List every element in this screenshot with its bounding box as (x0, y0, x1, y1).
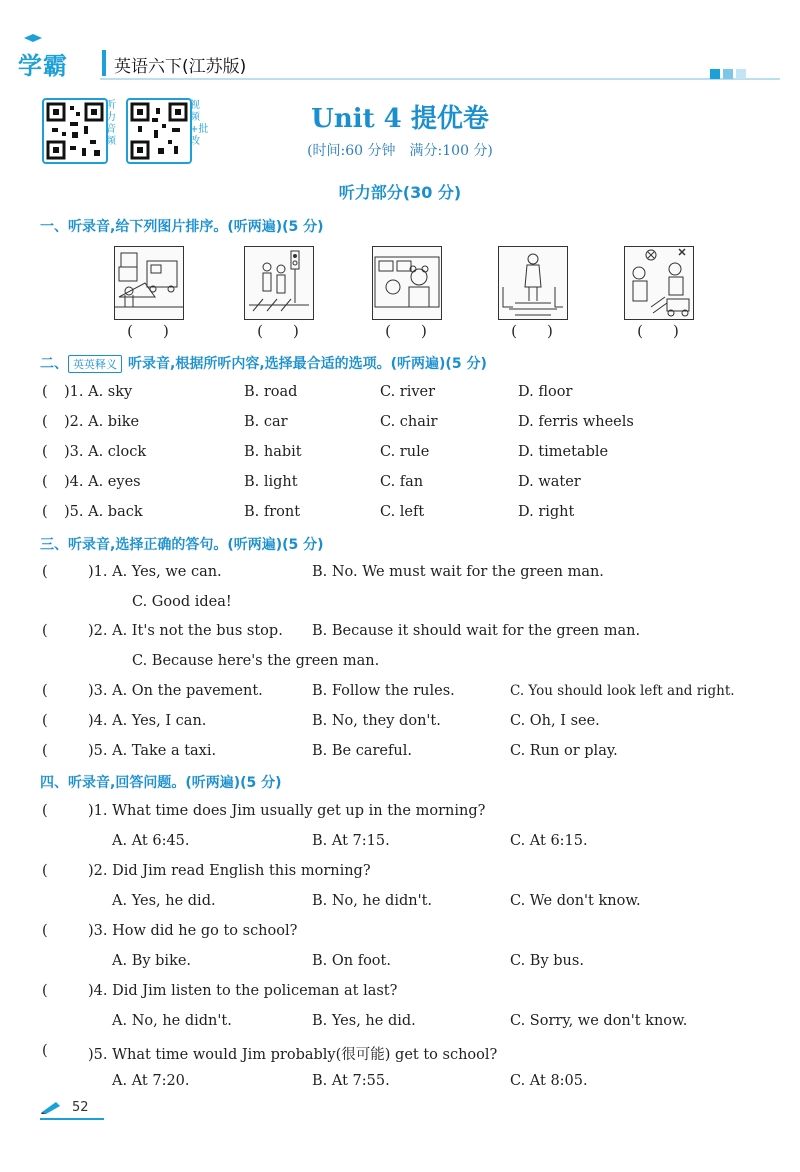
answer-blank[interactable]: ( (42, 743, 48, 759)
answer-blank[interactable]: ( (42, 623, 48, 639)
question-3-4-option-c: C. Oh, I see. (510, 713, 600, 729)
question-4-3-text: )3. How did he go to school? (88, 923, 298, 939)
question-4-1-option-b: B. At 7:15. (312, 833, 390, 849)
brand-header (18, 46, 298, 86)
header-rule (100, 78, 780, 80)
answer-blank[interactable]: ( (42, 474, 48, 490)
question-2-2-option-c: C. chair (380, 414, 438, 430)
question-3-4-option-a: )4. A. Yes, I can. (88, 713, 207, 729)
qr-audio-label: 听力音频 (106, 100, 116, 147)
answer-blank-4[interactable]: ( ) (511, 322, 553, 340)
question-4-4-option-b: B. Yes, he did. (312, 1013, 416, 1029)
street-traffic-image (115, 247, 183, 319)
answer-blank[interactable]: ( (42, 713, 48, 729)
answer-blank-5[interactable]: ( ) (637, 322, 679, 340)
brand-divider (102, 50, 106, 76)
graduation-cap-icon (24, 34, 42, 44)
answer-blank[interactable]: ( (42, 803, 48, 819)
answer-blank[interactable]: ( (42, 683, 48, 699)
question-4-5-option-a: A. At 7:20. (112, 1073, 190, 1089)
question-4-1-text: )1. What time does Jim usually get up in the morning? (88, 803, 486, 819)
question-4-5-option-b: B. At 7:55. (312, 1073, 390, 1089)
question-2-2-option-d: D. ferris wheels (518, 414, 634, 430)
question-4-1-option-c: C. At 6:15. (510, 833, 588, 849)
qr-video-label: 视频+批改 (190, 100, 209, 147)
page-number: 52 (72, 1100, 89, 1115)
section-3-title: 三、听录音,选择正确的答句。(听两遍)(5 分) (40, 537, 324, 553)
question-4-2-text: )2. Did Jim read English this morning? (88, 863, 371, 879)
question-2-3-option-b: B. habit (244, 444, 302, 460)
answer-blank-1[interactable]: ( ) (127, 322, 169, 340)
question-2-5-option-a: )5. A. back (64, 504, 143, 520)
definition-tag: 英英释义 (68, 355, 122, 373)
answer-blank[interactable]: ( (42, 1043, 48, 1059)
crossing-people-image (245, 247, 313, 319)
question-4-2-option-a: A. Yes, he did. (112, 893, 216, 909)
question-4-3-option-b: B. On foot. (312, 953, 391, 969)
question-2-3-option-d: D. timetable (518, 444, 609, 460)
question-2-3-option-c: C. rule (380, 444, 430, 460)
question-3-1-option-b: B. No. We must wait for the green man. (312, 564, 604, 580)
picture-4 (498, 246, 568, 320)
question-2-2-option-b: B. car (244, 414, 288, 430)
question-2-5-option-c: C. left (380, 504, 425, 520)
answer-blank[interactable]: ( (42, 444, 48, 460)
answer-blank[interactable]: ( (42, 863, 48, 879)
question-2-1-option-a: )1. A. sky (64, 384, 133, 400)
question-4-4-option-a: A. No, he didn't. (112, 1013, 232, 1029)
brand-name: 学霸 (18, 52, 68, 80)
question-3-5-option-b: B. Be careful. (312, 743, 412, 759)
question-3-1-option-a: )1. A. Yes, we can. (88, 564, 222, 580)
question-2-3-option-a: )3. A. clock (64, 444, 147, 460)
page-title: Unit 4 提优卷 (311, 104, 489, 134)
brand-logo (18, 46, 68, 81)
picture-3 (372, 246, 442, 320)
picture-2 (244, 246, 314, 320)
question-3-5-option-a: )5. A. Take a taxi. (88, 743, 217, 759)
question-2-4-option-a: )4. A. eyes (64, 474, 141, 490)
question-3-1-option-c: C. Good idea! (132, 594, 232, 610)
picture-1 (114, 246, 184, 320)
question-2-2-option-a: )2. A. bike (64, 414, 140, 430)
footer-rule (40, 1118, 104, 1120)
question-4-3-option-c: C. By bus. (510, 953, 584, 969)
question-4-2-option-b: B. No, he didn't. (312, 893, 433, 909)
question-3-2-option-a: )2. A. It's not the bus stop. (88, 623, 283, 639)
question-2-1-option-d: D. floor (518, 384, 573, 400)
question-2-1-option-c: C. river (380, 384, 436, 400)
answer-blank[interactable]: ( (42, 983, 48, 999)
question-4-5-option-c: C. At 8:05. (510, 1073, 588, 1089)
pencil-icon (40, 1100, 62, 1114)
question-3-4-option-b: B. No, they don't. (312, 713, 441, 729)
answer-blank[interactable]: ( (42, 923, 48, 939)
question-4-1-option-a: A. At 6:45. (112, 833, 190, 849)
section-4-title: 四、听录音,回答问题。(听两遍)(5 分) (40, 775, 282, 791)
question-2-4-option-c: C. fan (380, 474, 424, 490)
girl-crossing-image (499, 247, 567, 319)
question-4-5-text: )5. What time would Jim probably(很可能) get to school? (88, 1047, 498, 1063)
question-4-4-text: )4. Did Jim listen to the policeman at last? (88, 983, 398, 999)
question-2-1-option-b: B. road (244, 384, 298, 400)
section-1-title: 一、听录音,给下列图片排序。(听两遍)(5 分) (40, 219, 324, 235)
answer-blank-3[interactable]: ( ) (385, 322, 427, 340)
question-3-3-option-c: C. You should look left and right. (510, 683, 735, 699)
question-4-3-option-a: A. By bike. (112, 953, 192, 969)
section-2-title: 二、 英英释义 听录音,根据所听内容,选择最合适的选项。(听两遍)(5 分) (40, 356, 487, 372)
header-decoration (710, 64, 770, 76)
question-3-3-option-b: B. Follow the rules. (312, 683, 455, 699)
answer-blank[interactable]: ( (42, 414, 48, 430)
book-title: 英语六下(江苏版) (114, 57, 247, 77)
question-3-3-option-a: )3. A. On the pavement. (88, 683, 263, 699)
listening-part-title: 听力部分(30 分) (338, 183, 462, 202)
question-2-5-option-b: B. front (244, 504, 301, 520)
question-2-4-option-d: D. water (518, 474, 581, 490)
exam-info: (时间:60 分钟 满分:100 分) (307, 143, 493, 159)
question-3-2-option-b: B. Because it should wait for the green man. (312, 623, 641, 639)
question-4-2-option-c: C. We don't know. (510, 893, 641, 909)
answer-blank[interactable]: ( (42, 504, 48, 520)
question-3-2-option-c: C. Because here's the green man. (132, 653, 380, 669)
picture-5 (624, 246, 694, 320)
question-2-5-option-d: D. right (518, 504, 575, 520)
answer-blank[interactable]: ( (42, 564, 48, 580)
question-2-4-option-b: B. light (244, 474, 298, 490)
answer-blank-2[interactable]: ( ) (257, 322, 299, 340)
bus-animals-image (373, 247, 441, 319)
answer-blank[interactable]: ( (42, 384, 48, 400)
question-3-5-option-c: C. Run or play. (510, 743, 618, 759)
kids-playing-ball-image (625, 247, 693, 319)
question-4-4-option-c: C. Sorry, we don't know. (510, 1013, 688, 1029)
